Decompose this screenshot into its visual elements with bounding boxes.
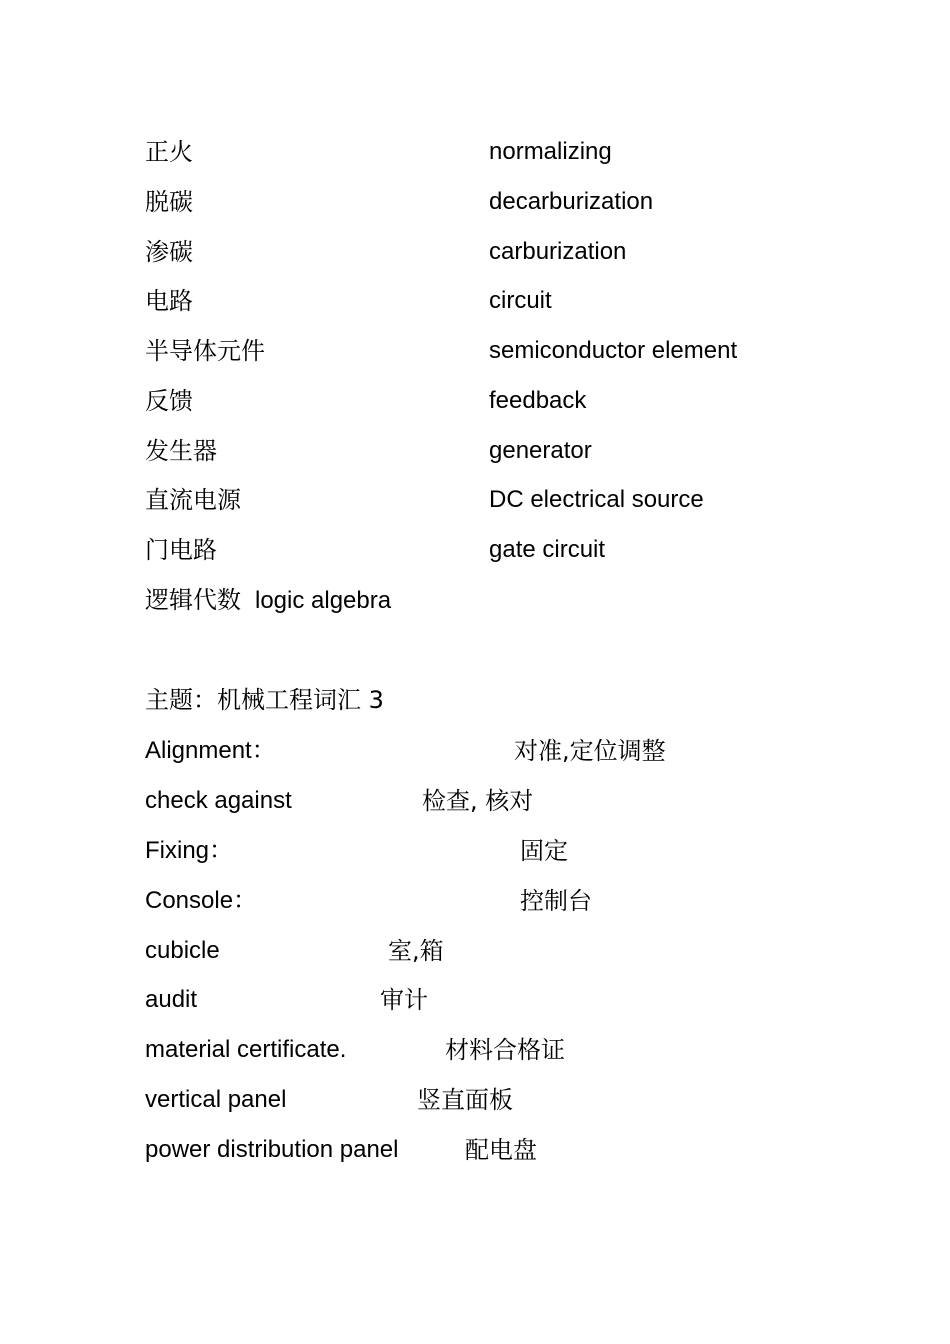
term-en: normalizing <box>489 138 612 165</box>
term-zh: 发生器 <box>145 437 217 465</box>
term-zh: 对准,定位调整 <box>514 737 666 765</box>
term-zh: 正火 <box>145 138 193 166</box>
term-zh: 渗碳 <box>145 238 193 266</box>
term-en: power distribution panel <box>145 1136 399 1163</box>
term-en: audit <box>145 986 198 1013</box>
term-en: carburization <box>489 238 627 265</box>
term-zh: 审计 <box>380 986 428 1014</box>
inline-entry <box>145 583 391 617</box>
term-zh: 半导体元件 <box>145 337 265 365</box>
term-en: decarburization <box>489 188 654 215</box>
term-en: logic algebra <box>255 587 392 614</box>
term-zh: 控制台 <box>520 887 592 915</box>
term-en: material certificate. <box>145 1036 347 1063</box>
term-zh: 竖直面板 <box>417 1086 513 1114</box>
term-zh: 门电路 <box>145 536 217 564</box>
term-zh: 固定 <box>520 837 568 865</box>
term-en: gate circuit <box>489 536 606 563</box>
term-zh: 配电盘 <box>465 1136 537 1164</box>
term-en: check against <box>145 787 292 814</box>
term-zh: 逻辑代数 <box>145 586 241 614</box>
term-en: Console： <box>145 887 258 914</box>
term-zh: 室,箱 <box>388 937 444 965</box>
term-en: generator <box>489 437 592 464</box>
term-en: circuit <box>489 287 552 314</box>
term-en: semiconductor element <box>489 337 738 364</box>
term-zh: 直流电源 <box>145 486 241 514</box>
term-en: Fixing： <box>145 837 234 864</box>
term-zh: 电路 <box>145 287 193 315</box>
term-zh: 脱碳 <box>145 188 193 216</box>
term-zh: 材料合格证 <box>445 1036 565 1064</box>
term-en: Alignment： <box>145 737 276 764</box>
term-en: cubicle <box>145 937 220 964</box>
section-title: 主题：机械工程词汇 3 <box>145 686 384 714</box>
term-zh: 检查, 核对 <box>422 787 534 815</box>
term-en: vertical panel <box>145 1086 287 1113</box>
term-en: feedback <box>489 387 587 414</box>
term-zh: 反馈 <box>145 387 193 415</box>
term-en: DC electrical source <box>489 486 704 513</box>
